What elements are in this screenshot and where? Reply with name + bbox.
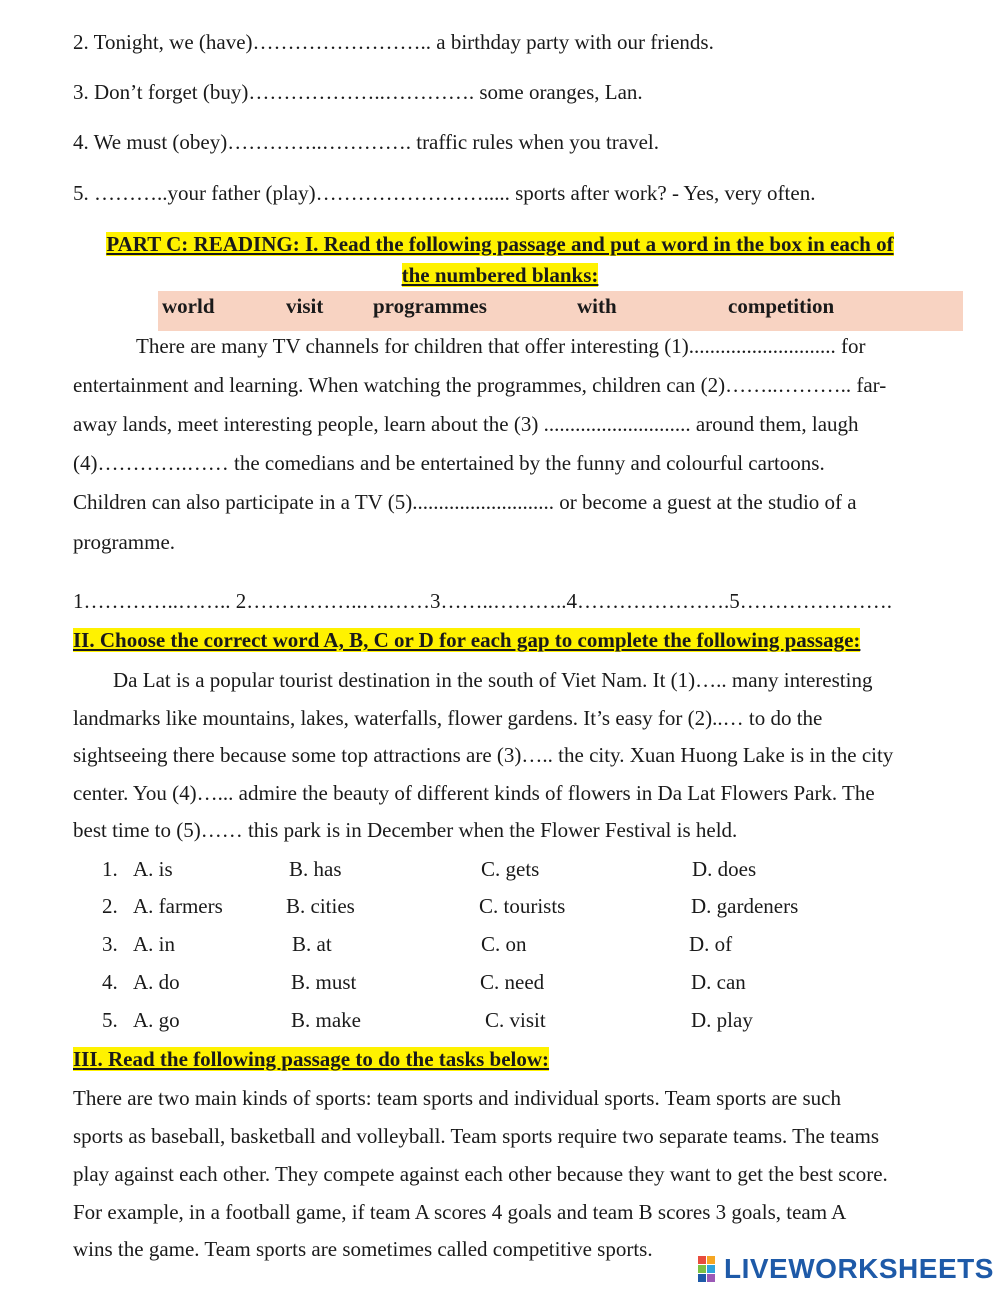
option-a: A. in [133, 932, 175, 956]
option-b: B. make [291, 1008, 361, 1032]
liveworksheets-logo-icon [698, 1256, 720, 1282]
passage-line: For example, in a football game, if team A scores 4 goals and team B scores 3 goals, team A [73, 1200, 847, 1224]
section-3-heading-text: III. Read the following passage to do the tasks below: [73, 1047, 550, 1071]
part-c-heading-2 [0, 263, 1000, 288]
option-d: D. does [692, 857, 757, 881]
option-b: B. at [292, 932, 332, 956]
passage-line: away lands, meet interesting people, learn about the (3) ............................ around them, laugh [73, 412, 859, 436]
passage-line: sightseeing there because some top attractions are (3)….. the city. Xuan Huong Lake is in the city [73, 743, 894, 767]
word-box-item: programmes [373, 294, 487, 318]
part-c-heading-line2: the numbered blanks: [401, 263, 599, 287]
section-2-heading-text: II. Choose the correct word A, B, C or D for each gap to complete the following passage: [73, 628, 861, 652]
option-d: D. play [691, 1008, 753, 1032]
passage-line: sports as baseball, basketball and volleyball. Team sports require two separate teams. The teams [73, 1124, 880, 1148]
passage-line: landmarks like mountains, lakes, waterfalls, flower gardens. It’s easy for (2)..… to do the [73, 706, 823, 730]
liveworksheets-logo-text: LIVEWORKSHEETS [724, 1253, 994, 1284]
option-c: C. tourists [479, 894, 566, 918]
passage-line: Children can also participate in a TV (5)........................... or become a guest at the studio of a [73, 490, 857, 514]
passage-line: entertainment and learning. When watching the programmes, children can (2)……..……….. far- [73, 373, 887, 397]
option-b: B. must [291, 970, 357, 994]
option-a: A. is [133, 857, 173, 881]
option-c: C. visit [485, 1008, 546, 1032]
word-box-item: competition [728, 294, 835, 318]
question-number: 4. [102, 970, 118, 994]
option-b: B. has [289, 857, 342, 881]
passage-line: There are many TV channels for children that offer interesting (1)............................ for [136, 334, 866, 358]
word-box-item: world [162, 294, 215, 318]
question-number: 3. [102, 932, 118, 956]
option-a: A. do [133, 970, 180, 994]
word-box-item: visit [286, 294, 324, 318]
exercise-line-3: 3. Don’t forget (buy)………………..…………. some oranges, Lan. [73, 80, 643, 104]
answer-line: 1…………..…….. 2……………..….……3……..………..4………………….5…………………. [73, 589, 892, 613]
option-c: C. need [480, 970, 545, 994]
exercise-line-2: 2. Tonight, we (have)…………………….. a birthday party with our friends. [73, 30, 714, 54]
passage-line: play against each other. They compete against each other because they want to get the best score. [73, 1162, 888, 1186]
word-box-item: with [577, 294, 617, 318]
passage-line: best time to (5)…… this park is in December when the Flower Festival is held. [73, 818, 738, 842]
section-2-heading [73, 628, 860, 653]
option-d: D. of [689, 932, 733, 956]
word-box [158, 291, 963, 331]
passage-line: wins the game. Team sports are sometimes called competitive sports. [73, 1237, 653, 1261]
passage-line: Da Lat is a popular tourist destination in the south of Viet Nam. It (1)….. many interesting [113, 668, 873, 692]
question-number: 1. [102, 857, 118, 881]
option-d: D. can [691, 970, 746, 994]
option-a: A. go [133, 1008, 180, 1032]
part-c-heading-line1: PART C: READING: I. Read the following passage and put a word in the box in each of [106, 232, 894, 256]
passage-line: programme. [73, 530, 176, 554]
liveworksheets-logo [698, 1253, 994, 1285]
passage-line: (4)………….…… the comedians and be entertained by the funny and colourful cartoons. [73, 451, 825, 475]
option-b: B. cities [286, 894, 355, 918]
section-3-heading [73, 1047, 549, 1072]
part-c-heading [0, 232, 1000, 257]
question-number: 5. [102, 1008, 118, 1032]
passage-line: There are two main kinds of sports: team sports and individual sports. Team sports are such [73, 1086, 841, 1110]
passage-line: center. You (4)…... admire the beauty of different kinds of flowers in Da Lat Flowers Park. The [73, 781, 875, 805]
exercise-line-5: 5. ………..your father (play)……………………..... sports after work? - Yes, very often. [73, 181, 816, 205]
option-c: C. gets [481, 857, 540, 881]
exercise-line-4: 4. We must (obey)…………..…………. traffic rules when you travel. [73, 130, 660, 154]
option-d: D. gardeners [691, 894, 799, 918]
question-number: 2. [102, 894, 118, 918]
option-a: A. farmers [133, 894, 223, 918]
option-c: C. on [481, 932, 527, 956]
